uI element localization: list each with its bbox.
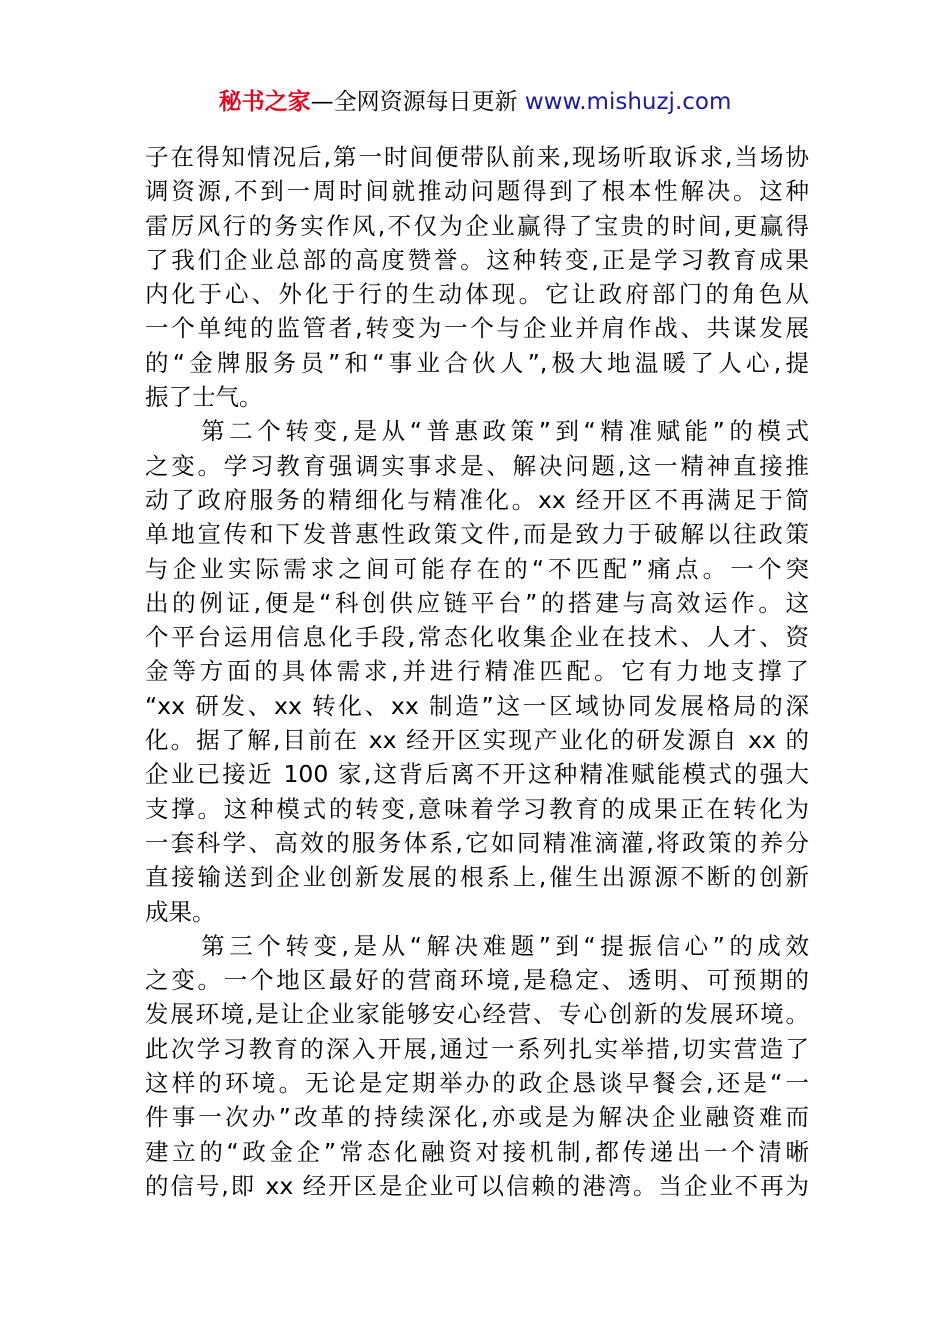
text-line: 第二个转变,是从“普惠政策”到“精准赋能”的模式 bbox=[145, 417, 809, 446]
text-line: 一套科学、高效的服务体系,它如同精准滴灌,将政策的养分 bbox=[145, 828, 809, 857]
text-line: 动了政府服务的精细化与精准化。xx 经开区不再满足于简 bbox=[145, 485, 809, 514]
text-line: 内化于心、外化于行的生动体现。它让政府部门的角色从 bbox=[145, 280, 809, 309]
site-tagline: —全网资源每日更新 bbox=[310, 89, 525, 115]
text-line: 金等方面的具体需求,并进行精准匹配。它有力地支撑了 bbox=[145, 657, 809, 686]
text-line: 出的例证,便是“科创供应链平台”的搭建与高效运作。这 bbox=[145, 588, 809, 617]
text-line: 了我们企业总部的高度赞誉。这种转变,正是学习教育成果 bbox=[145, 245, 809, 274]
text-line: 单地宣传和下发普惠性政策文件,而是致力于破解以往政策 bbox=[145, 520, 809, 549]
text-line: 此次学习教育的深入开展,通过一系列扎实举措,切实营造了 bbox=[145, 1034, 809, 1063]
text-line: 的“金牌服务员”和“事业合伙人”,极大地温暖了人心,提 bbox=[145, 348, 809, 377]
text-line: 企业已接近 100 家,这背后离不开这种精准赋能模式的强大 bbox=[145, 760, 809, 789]
text-line: 件事一次办”改革的持续深化,亦或是为解决企业融资难而 bbox=[145, 1103, 809, 1132]
text-line: 化。据了解,目前在 xx 经开区实现产业化的研发源自 xx 的 bbox=[145, 726, 809, 755]
text-line: 之变。一个地区最好的营商环境,是稳定、透明、可预期的 bbox=[145, 966, 809, 995]
text-line: 振了士气。 bbox=[145, 383, 263, 412]
text-line: 成果。 bbox=[145, 897, 216, 926]
text-line: 第三个转变,是从“解决难题”到“提振信心”的成效 bbox=[145, 931, 809, 960]
text-line: 一个单纯的监管者,转变为一个与企业并肩作战、共谋发展 bbox=[145, 314, 809, 343]
text-line: 支撑。这种模式的转变,意味着学习教育的成果正在转化为 bbox=[145, 794, 809, 823]
text-line: 雷厉风行的务实作风,不仅为企业赢得了宝贵的时间,更赢得 bbox=[145, 211, 809, 240]
text-line: 建立的“政金企”常态化融资对接机制,都传递出一个清晰 bbox=[145, 1137, 809, 1166]
page-header bbox=[0, 86, 950, 118]
text-line: 与企业实际需求之间可能存在的“不匹配”痛点。一个突 bbox=[145, 554, 809, 583]
text-line: 调资源,不到一周时间就推动问题得到了根本性解决。这种 bbox=[145, 177, 809, 206]
text-line: 之变。学习教育强调实事求是、解决问题,这一精神直接推 bbox=[145, 451, 809, 480]
text-line: 这样的环境。无论是定期举办的政企恳谈早餐会,还是“一 bbox=[145, 1069, 809, 1098]
body-text bbox=[145, 140, 809, 1203]
text-line: 发展环境,是让企业家能够安心经营、专心创新的发展环境。 bbox=[145, 1000, 809, 1029]
site-brand: 秘书之家 bbox=[218, 89, 311, 115]
text-line: 子在得知情况后,第一时间便带队前来,现场听取诉求,当场协 bbox=[145, 143, 809, 171]
text-line: “xx 研发、xx 转化、xx 制造”这一区域协同发展格局的深 bbox=[145, 691, 809, 720]
text-line: 的信号,即 xx 经开区是企业可以信赖的港湾。当企业不再为 bbox=[145, 1171, 809, 1200]
text-line: 个平台运用信息化手段,常态化收集企业在技术、人才、资 bbox=[145, 623, 809, 652]
text-line: 直接输送到企业创新发展的根系上,催生出源源不断的创新 bbox=[145, 863, 809, 892]
site-url-link[interactable]: www.mishuzj.com bbox=[524, 89, 732, 115]
